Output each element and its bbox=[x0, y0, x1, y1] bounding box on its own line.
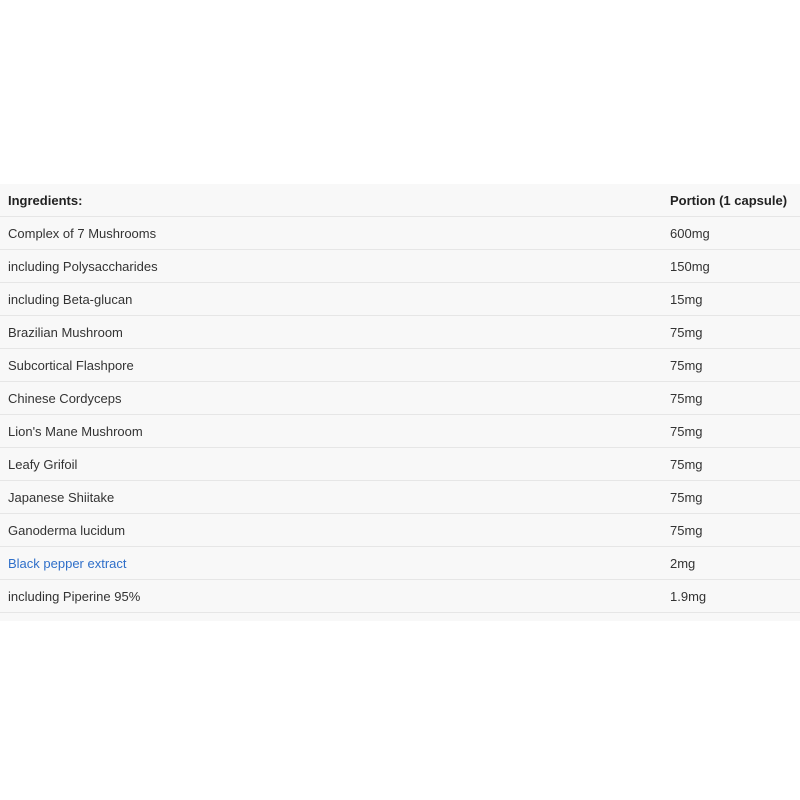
portion-cell: 75mg bbox=[662, 316, 800, 349]
portion-column-header: Portion (1 capsule) bbox=[662, 184, 800, 217]
table-row bbox=[0, 580, 800, 613]
table-row bbox=[0, 514, 800, 547]
ingredient-cell: including Beta-glucan bbox=[0, 283, 662, 316]
table-header-row bbox=[0, 184, 800, 217]
portion-cell: 1.9mg bbox=[662, 580, 800, 613]
ingredient-cell: Japanese Shiitake bbox=[0, 481, 662, 514]
portion-cell: 15mg bbox=[662, 283, 800, 316]
ingredient-cell: Lion's Mane Mushroom bbox=[0, 415, 662, 448]
ingredient-cell: Brazilian Mushroom bbox=[0, 316, 662, 349]
portion-cell: 75mg bbox=[662, 481, 800, 514]
table-row bbox=[0, 250, 800, 283]
table-row bbox=[0, 481, 800, 514]
ingredient-cell: Leafy Grifoil bbox=[0, 448, 662, 481]
portion-cell: 75mg bbox=[662, 349, 800, 382]
ingredient-cell: Complex of 7 Mushrooms bbox=[0, 217, 662, 250]
table-row bbox=[0, 283, 800, 316]
table-row bbox=[0, 349, 800, 382]
table-row bbox=[0, 448, 800, 481]
table-row bbox=[0, 415, 800, 448]
ingredient-cell: Subcortical Flashpore bbox=[0, 349, 662, 382]
portion-cell: 150mg bbox=[662, 250, 800, 283]
table-row bbox=[0, 217, 800, 250]
portion-cell: 600mg bbox=[662, 217, 800, 250]
ingredient-cell: Ganoderma lucidum bbox=[0, 514, 662, 547]
ingredient-cell: including Polysaccharides bbox=[0, 250, 662, 283]
table-row bbox=[0, 547, 800, 580]
ingredients-table bbox=[0, 184, 800, 613]
ingredient-cell: including Piperine 95% bbox=[0, 580, 662, 613]
portion-cell: 75mg bbox=[662, 514, 800, 547]
ingredient-cell: Chinese Cordyceps bbox=[0, 382, 662, 415]
table-row bbox=[0, 316, 800, 349]
ingredients-table-container bbox=[0, 184, 800, 621]
portion-cell: 2mg bbox=[662, 547, 800, 580]
ingredients-column-header: Ingredients: bbox=[0, 184, 662, 217]
portion-cell: 75mg bbox=[662, 448, 800, 481]
black-pepper-extract-link[interactable]: Black pepper extract bbox=[8, 555, 127, 571]
table-row bbox=[0, 382, 800, 415]
portion-cell: 75mg bbox=[662, 415, 800, 448]
ingredient-cell bbox=[0, 547, 662, 580]
portion-cell: 75mg bbox=[662, 382, 800, 415]
